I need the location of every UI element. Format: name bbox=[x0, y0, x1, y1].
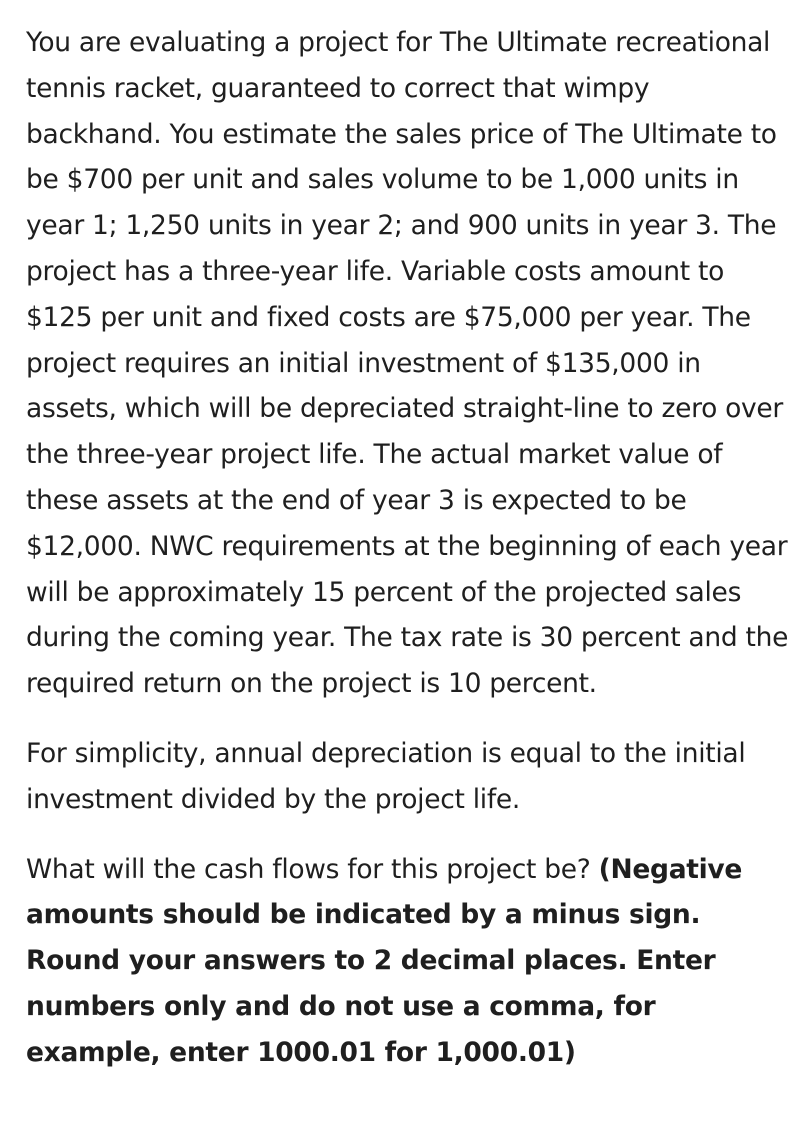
question-block bbox=[26, 847, 790, 1076]
problem-description: You are evaluating a project for The Ultimate recreational tennis racket, guaranteed to correct that wimpy backhand. You estimate the sales price of The Ultimate to be $700 per unit and sales volume to be 1,000 units in year 1; 1,250 units in year 2; and 900 units in year 3. The project has a three-year life. Variable costs amount to $125 per unit and fixed costs are $75,000 per year. The project requires an initial investment of $135,000 in assets, which will be depreciated straight-line to zero over the three-year project life. The actual market value of these assets at the end of year 3 is expected to be $12,000. NWC requirements at the beginning of each year will be approximately 15 percent of the projected sales during the coming year. The tax rate is 30 percent and the required return on the project is 10 percent. bbox=[26, 27, 789, 700]
question-text: What will the cash flows for this project be? bbox=[26, 853, 591, 885]
depreciation-note: For simplicity, annual depreciation is equal to the initial investment divided by the project life. bbox=[26, 737, 746, 815]
answer-instructions: (Negative amounts should be indicated by a minus sign. Round your answers to 2 decimal places. Enter numbers only and do not use a comma, for example, enter 1000.01 for 1,000.01) bbox=[26, 853, 743, 1068]
